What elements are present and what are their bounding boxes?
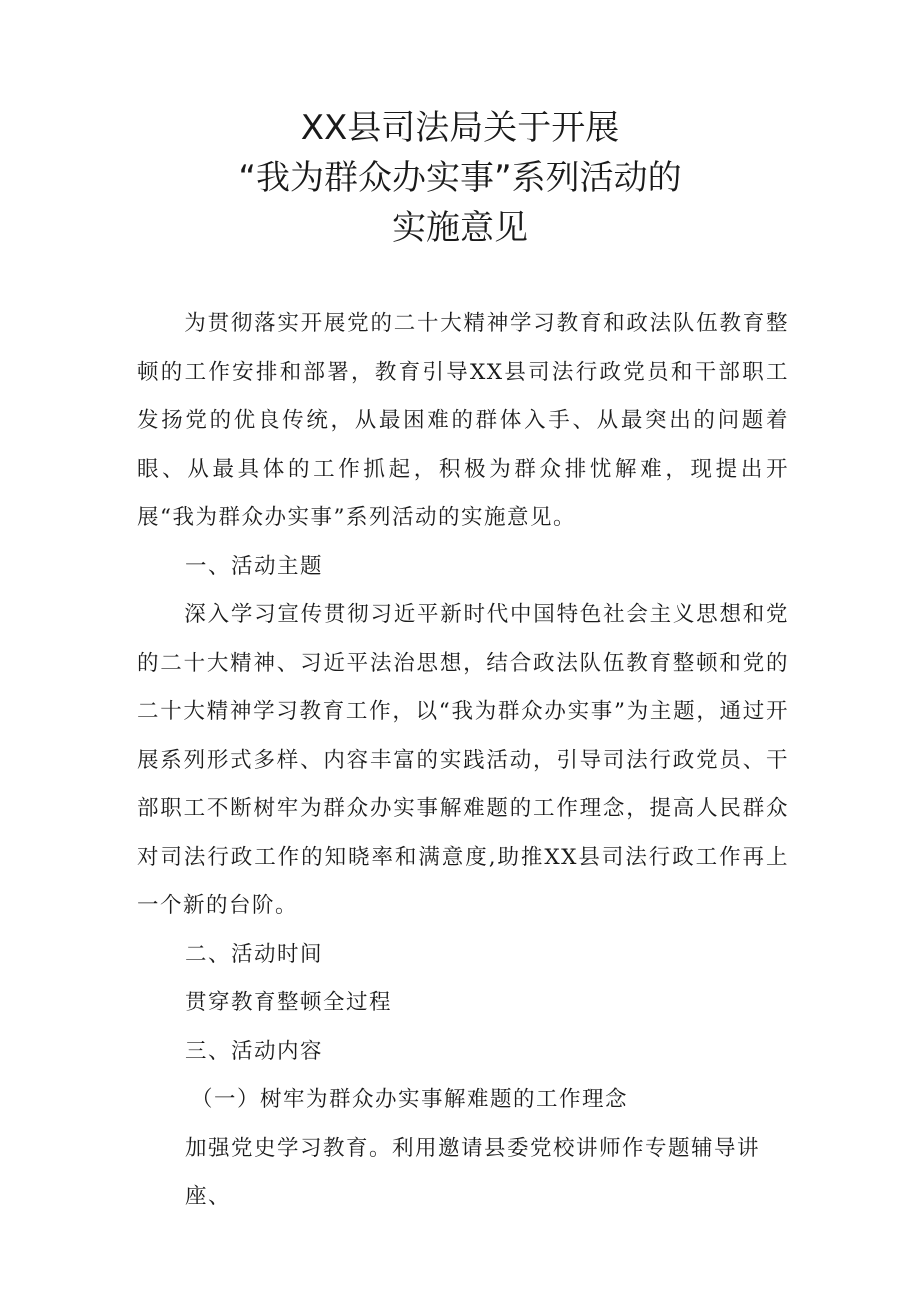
document-body bbox=[137, 300, 789, 1222]
subsection-1-paragraph: 加强党史学习教育。利用邀请县委党校讲师作专题辅导讲座、 bbox=[185, 1135, 761, 1209]
theme-paragraph: 深入学习宣传贯彻习近平新时代中国特色社会主义思想和党的二十大精神、习近平法治思想，结合政法队伍教育整顿和党的二十大精神学习教育工作，以“我为群众办实事”为主题，通过开展系列形式多样、内容丰富的实践活动，引导司法行政党员、干部职工不断树牢为群众办实事解难题的工作理念，提高人民群众对司法行政工作的知晓率和满意度,助推XX县司法行政工作再上一个新的台阶。 bbox=[137, 602, 789, 918]
subsection-heading-1: （一）树牢为群众办实事解难题的工作理念 bbox=[191, 1087, 629, 1112]
intro-paragraph: 为贯彻落实开展党的二十大精神学习教育和政法队伍教育整顿的工作安排和部署，教育引导XX县司法行政党员和干部职工发扬党的优良传统，从最困难的群体入手、从最突出的问题着眼、从最具体的工作抓起，积极为群众排忧解难，现提出开展“我为群众办实事”系列活动的实施意见。 bbox=[137, 311, 789, 530]
section-heading-time: 二、活动时间 bbox=[185, 941, 324, 967]
title-line-3: 实施意见 bbox=[392, 208, 528, 248]
section-heading-theme: 一、活动主题 bbox=[185, 553, 324, 579]
document-title bbox=[0, 106, 920, 256]
title-line-1: XX县司法局关于开展 bbox=[300, 108, 620, 148]
time-paragraph: 贯穿教育整顿全过程 bbox=[185, 990, 393, 1015]
title-line-2: “我为群众办实事”系列活动的 bbox=[238, 158, 682, 198]
section-heading-content: 三、活动内容 bbox=[185, 1038, 324, 1064]
